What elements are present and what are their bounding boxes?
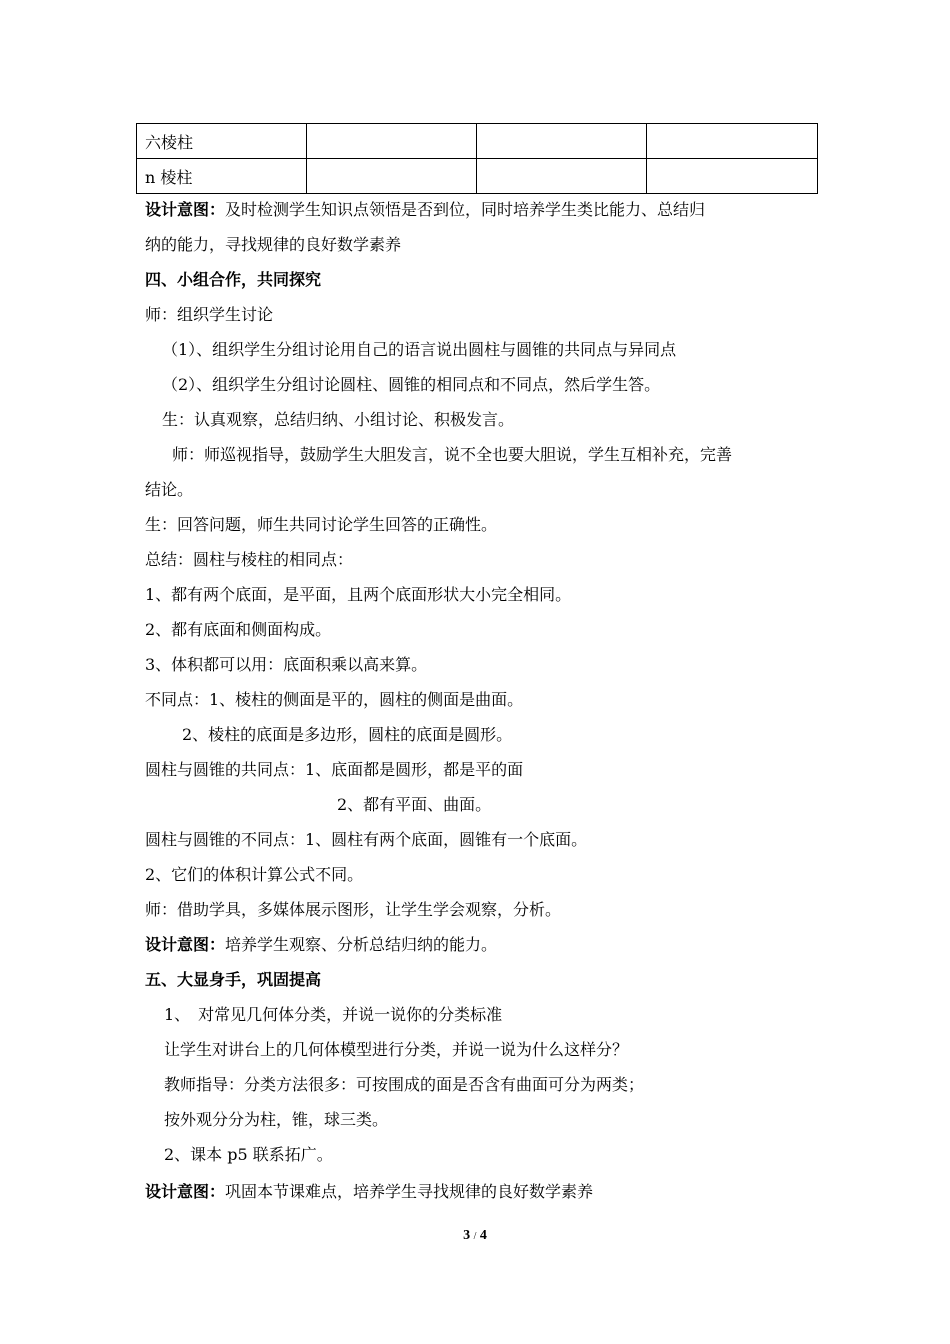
table-cell: n 棱柱: [137, 159, 307, 194]
paragraph-line: 圆柱与圆锥的共同点：1、底面都是圆形，都是平的面: [145, 760, 524, 779]
paragraph-line: 让学生对讲台上的几何体模型进行分类，并说一说为什么这样分？: [164, 1040, 629, 1059]
paragraph-line: 教师指导：分类方法很多：可按围成的面是否含有曲面可分为两类；: [164, 1075, 645, 1094]
table-row: [137, 124, 818, 159]
paragraph-line: 1、 对常见几何体分类，并说一说你的分类标准: [164, 1005, 503, 1024]
design-intent-label: 设计意图：: [145, 935, 226, 954]
design-intent-line: [145, 933, 497, 957]
paragraph-line: 师：师巡视指导，鼓励学生大胆发言，说不全也要大胆说，学生互相补充，完善: [172, 445, 733, 464]
paragraph-line: （1）、组织学生分组讨论用自己的语言说出圆柱与圆锥的共同点与异同点: [162, 340, 677, 359]
paragraph-text: 巩固本节课难点，培养学生寻找规律的良好数学素养: [225, 1182, 594, 1201]
table-cell: [477, 124, 647, 159]
paragraph-text: 培养学生观察、分析总结归纳的能力。: [225, 935, 498, 954]
design-intent-line: [145, 198, 705, 222]
paragraph-line: 按外观分分为柱，锥，球三类。: [164, 1110, 389, 1129]
paragraph-line: 2、都有平面、曲面。: [337, 795, 492, 814]
paragraph-line: 2、棱柱的底面是多边形，圆柱的底面是圆形。: [182, 725, 513, 744]
paragraph-line: 总结：圆柱与棱柱的相同点：: [145, 550, 354, 569]
table-cell: [477, 159, 647, 194]
paragraph-line: 师：借助学具，多媒体展示图形，让学生学会观察，分析。: [145, 900, 562, 919]
paragraph-line: 1、都有两个底面，是平面，且两个底面形状大小完全相同。: [145, 585, 572, 604]
paragraph-line: 不同点：1、棱柱的侧面是平的，圆柱的侧面是曲面。: [145, 690, 524, 709]
page-separator: /: [473, 1231, 477, 1242]
paragraph-line: 2、课本 p5 联系拓广。: [164, 1145, 333, 1164]
table-cell: [647, 159, 818, 194]
table-cell: [307, 124, 477, 159]
paragraph-line: 生：回答问题，师生共同讨论学生回答的正确性。: [145, 515, 498, 534]
table-row: [137, 159, 818, 194]
page-total: 4: [479, 1228, 487, 1243]
design-intent-label: 设计意图：: [145, 200, 226, 219]
polyhedron-table: [136, 123, 818, 194]
table-cell: [307, 159, 477, 194]
paragraph-line: 结论。: [145, 480, 194, 499]
paragraph-line: 纳的能力，寻找规律的良好数学素养: [145, 235, 402, 254]
paragraph-line: （2）、组织学生分组讨论圆柱、圆锥的相同点和不同点，然后学生答。: [162, 375, 661, 394]
table-cell: 六棱柱: [137, 124, 307, 159]
design-intent-label: 设计意图：: [145, 1182, 226, 1201]
paragraph-line: 圆柱与圆锥的不同点：1、圆柱有两个底面，圆锥有一个底面。: [145, 830, 588, 849]
page-current: 3: [463, 1228, 471, 1243]
section-heading: 五、大显身手，巩固提高: [145, 970, 322, 989]
paragraph-line: 2、它们的体积计算公式不同。: [145, 865, 364, 884]
design-intent-line: [145, 1180, 593, 1204]
paragraph-text: 及时检测学生知识点领悟是否到位，同时培养学生类比能力、总结归: [225, 200, 706, 219]
paragraph-line: 3、体积都可以用：底面积乘以高来算。: [145, 655, 428, 674]
table-cell: [647, 124, 818, 159]
paragraph-line: 生：认真观察，总结归纳、小组讨论、积极发言。: [162, 410, 515, 429]
paragraph-line: 2、都有底面和侧面构成。: [145, 620, 332, 639]
paragraph-line: 师：组织学生讨论: [145, 305, 274, 324]
section-heading: 四、小组合作，共同探究: [145, 270, 322, 289]
page-number: [0, 1228, 950, 1244]
